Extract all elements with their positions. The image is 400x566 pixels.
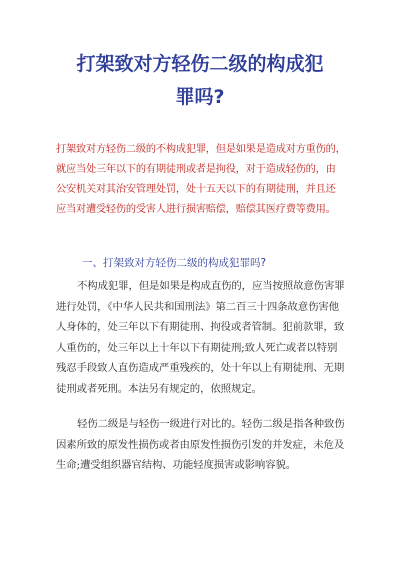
summary-line: 打架致对方轻伤二级的不构成犯罪，但是如果是造成对方重伤的， bbox=[56, 144, 346, 155]
document-title-line-2: 罪吗? bbox=[175, 86, 225, 108]
paragraph-line: 徒刑或者死刑。本法另有规定的，依照规定。 bbox=[56, 382, 262, 395]
paragraph-line: 残忍手段致人直伤造成严重残疾的，处十年以上有期徒刑、无期 bbox=[56, 362, 345, 374]
body-paragraph-2 bbox=[56, 414, 356, 476]
paragraph-line: 不构成犯罪，但是如果是构成直伤的，应当按照故意伤害罪 bbox=[77, 280, 345, 292]
summary-paragraph bbox=[56, 140, 356, 220]
paragraph-line: 进行处罚，《中华人民共和国刑法》第二百三十四条故意伤害他 bbox=[56, 300, 339, 313]
body-paragraph-1 bbox=[56, 276, 356, 399]
paragraph-line: 因素所致的原发性损伤或者由原发性损伤引发的并发症，未危及 bbox=[56, 438, 345, 451]
section-heading: 一、打架致对方轻伤二级的构成犯罪吗? bbox=[82, 257, 267, 269]
paragraph-line: 生命;遭受组织器官结构、功能轻度损害或影响容貌。 bbox=[56, 459, 297, 471]
document-title-line-1: 打架致对方轻伤二级的构成犯 bbox=[76, 53, 324, 75]
paragraph-line: 轻伤二级是与轻伤一级进行对比的。轻伤二级是指各种致伤 bbox=[77, 418, 345, 430]
summary-line: 公安机关对其治安管理处罚，处十五天以下的有期徒刑，并且还 bbox=[56, 184, 336, 195]
paragraph-line: 人重伤的，处三年以上十年以下有期徒刑;致人死亡或者以特别 bbox=[56, 341, 338, 354]
summary-line: 就应当处三年以下的有期徒刑或者是拘役，对于造成轻伤的，由 bbox=[56, 164, 336, 175]
summary-line: 应当对遭受轻伤的受害人进行损害赔偿，赔偿其医疗费等费用。 bbox=[56, 204, 336, 215]
paragraph-line: 人身体的，处三年以下有期徒刑、拘役或者管制。犯前款罪，致 bbox=[56, 321, 345, 333]
